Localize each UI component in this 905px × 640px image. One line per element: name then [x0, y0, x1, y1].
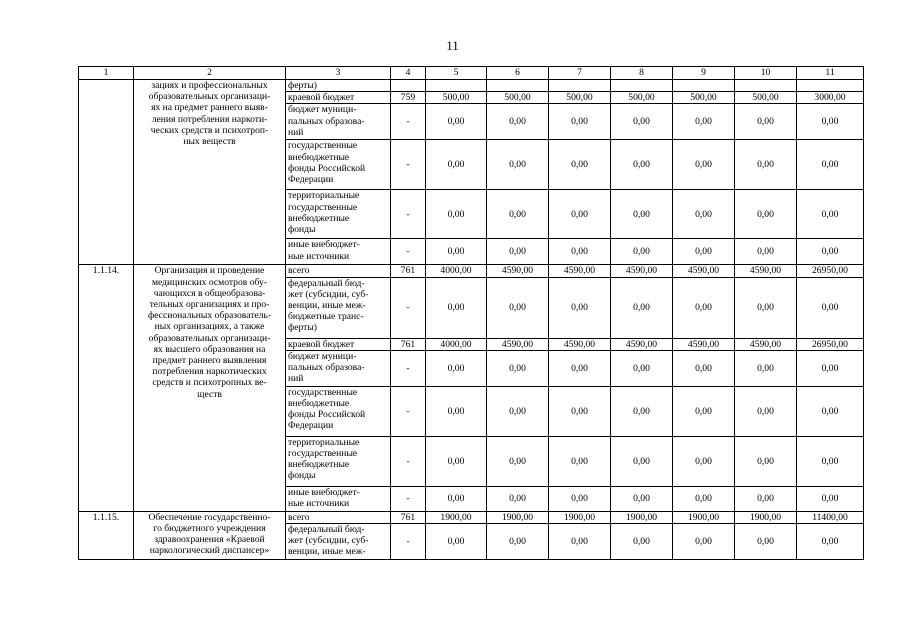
- amount-cell: 0,00: [611, 486, 673, 511]
- amount-cell: 0,00: [549, 386, 611, 436]
- amount-cell: [735, 80, 797, 92]
- funding-source: [286, 277, 391, 338]
- funding-source-line: фонды: [288, 224, 316, 236]
- table-body: [79, 80, 864, 560]
- item-name-line: чающихся в общеобразова-: [153, 287, 266, 299]
- amount-cell: 0,00: [797, 239, 864, 265]
- funding-source-line: всего: [288, 511, 310, 523]
- funding-source-line: внебюджетные: [288, 151, 350, 163]
- funding-source: [286, 104, 391, 140]
- funding-source-line: Федерации: [288, 174, 334, 186]
- amount-cell: 4590,00: [735, 265, 797, 277]
- item-code: [79, 80, 134, 265]
- budget-table: [78, 66, 864, 560]
- amount-cell: 0,00: [611, 140, 673, 190]
- amount-cell: 11400,00: [797, 511, 864, 523]
- amount-cell: 0,00: [549, 140, 611, 190]
- amount-cell: 0,00: [426, 524, 487, 560]
- funding-source-line: ферты): [288, 80, 317, 91]
- funding-source-line: государственные: [288, 201, 358, 213]
- amount-cell: 0,00: [797, 486, 864, 511]
- amount-cell: 0,00: [673, 239, 735, 265]
- amount-cell: 0,00: [487, 350, 549, 386]
- item-name-line: образовательных организаци-: [148, 332, 271, 344]
- amount-cell: 0,00: [797, 277, 864, 338]
- funding-source-line: бюджет муници-: [288, 104, 357, 116]
- ministry-code-cell: -: [391, 350, 426, 386]
- amount-cell: [487, 80, 549, 92]
- amount-cell: 500,00: [611, 92, 673, 104]
- funding-source-line: пальных образова-: [288, 362, 365, 374]
- page-number: 11: [446, 38, 459, 53]
- amount-cell: [673, 80, 735, 92]
- item-name-line: здравоохранения «Краевой: [154, 534, 265, 546]
- amount-cell: 0,00: [611, 350, 673, 386]
- amount-cell: 0,00: [487, 436, 549, 486]
- amount-cell: 0,00: [673, 140, 735, 190]
- ministry-code-cell: 761: [391, 265, 426, 277]
- amount-cell: 500,00: [487, 92, 549, 104]
- header-col-8: 8: [611, 67, 673, 80]
- funding-source: [286, 190, 391, 239]
- amount-cell: 0,00: [735, 386, 797, 436]
- amount-cell: 4590,00: [611, 265, 673, 277]
- ministry-code-cell: 761: [391, 338, 426, 350]
- funding-source-line: краевой бюджет: [288, 92, 355, 104]
- item-name-line: зациях и профессиональных: [151, 80, 268, 91]
- amount-cell: 0,00: [735, 104, 797, 140]
- amount-cell: 4590,00: [487, 265, 549, 277]
- amount-cell: 0,00: [797, 140, 864, 190]
- amount-cell: 4000,00: [426, 265, 487, 277]
- amount-cell: 0,00: [549, 486, 611, 511]
- amount-cell: 3000,00: [797, 92, 864, 104]
- ministry-code-cell: -: [391, 140, 426, 190]
- funding-source: [286, 239, 391, 265]
- amount-cell: 0,00: [487, 277, 549, 338]
- item-name-line: ях высшего образования на: [153, 343, 266, 355]
- amount-cell: 0,00: [426, 239, 487, 265]
- amount-cell: 0,00: [735, 190, 797, 239]
- amount-cell: 0,00: [611, 524, 673, 560]
- funding-source-line: всего: [288, 265, 310, 277]
- amount-cell: 0,00: [487, 524, 549, 560]
- funding-source-line: иные внебюджет-: [288, 239, 360, 251]
- funding-source-line: бюджет муници-: [288, 350, 357, 362]
- item-code: 1.1.14.: [79, 265, 134, 511]
- amount-cell: 500,00: [426, 92, 487, 104]
- funding-source: [286, 92, 391, 104]
- ministry-code-cell: -: [391, 386, 426, 436]
- item-code: 1.1.15.: [79, 511, 134, 559]
- amount-cell: 0,00: [487, 239, 549, 265]
- amount-cell: 4590,00: [549, 265, 611, 277]
- header-col-4: 4: [391, 67, 426, 80]
- amount-cell: 500,00: [673, 92, 735, 104]
- item-name-line: ных веществ: [183, 136, 236, 148]
- item-name-line: ческих средств и психотроп-: [150, 124, 269, 136]
- amount-cell: 1900,00: [487, 511, 549, 523]
- funding-source-line: внебюджетные: [288, 398, 350, 410]
- funding-source-line: государственные: [288, 386, 358, 398]
- amount-cell: 0,00: [487, 140, 549, 190]
- funding-source: [286, 350, 391, 386]
- item-name-line: ях на предмет раннего выяв-: [151, 102, 268, 114]
- amount-cell: [549, 80, 611, 92]
- amount-cell: 0,00: [611, 277, 673, 338]
- header-row: [79, 67, 864, 80]
- amount-cell: 0,00: [426, 350, 487, 386]
- amount-cell: [797, 80, 864, 92]
- amount-cell: 0,00: [611, 436, 673, 486]
- amount-cell: 0,00: [797, 524, 864, 560]
- amount-cell: 4590,00: [549, 338, 611, 350]
- amount-cell: 0,00: [673, 190, 735, 239]
- amount-cell: 0,00: [673, 277, 735, 338]
- header-col-11: 11: [797, 67, 864, 80]
- amount-cell: 0,00: [426, 486, 487, 511]
- amount-cell: 26950,00: [797, 265, 864, 277]
- amount-cell: 0,00: [735, 486, 797, 511]
- amount-cell: 0,00: [673, 524, 735, 560]
- item-name-line: медицинских осмотров обу-: [151, 276, 268, 288]
- funding-source-line: Федерации: [288, 420, 334, 432]
- amount-cell: 0,00: [735, 140, 797, 190]
- item-name-line: фессиональных образователь-: [147, 310, 272, 322]
- amount-cell: 1900,00: [735, 511, 797, 523]
- amount-cell: 4590,00: [735, 338, 797, 350]
- funding-source-line: пальных образова-: [288, 115, 365, 127]
- funding-source: [286, 511, 391, 523]
- table-row: [79, 265, 864, 277]
- item-name-line: наркологический диспансер»: [149, 545, 270, 557]
- amount-cell: 4590,00: [487, 338, 549, 350]
- item-name-line: средств и психотропных ве-: [152, 377, 267, 389]
- header-col-5: 5: [426, 67, 487, 80]
- amount-cell: 0,00: [735, 436, 797, 486]
- funding-source: [286, 524, 391, 560]
- amount-cell: 0,00: [673, 486, 735, 511]
- amount-cell: 0,00: [426, 190, 487, 239]
- item-name-line: ществ: [197, 388, 222, 400]
- amount-cell: 500,00: [549, 92, 611, 104]
- amount-cell: 0,00: [549, 436, 611, 486]
- amount-cell: 4000,00: [426, 338, 487, 350]
- header-col-9: 9: [673, 67, 735, 80]
- ministry-code-cell: [391, 80, 426, 92]
- funding-source-line: жет (субсидии, суб-: [288, 288, 369, 300]
- funding-source: [286, 140, 391, 190]
- ministry-code-cell: 761: [391, 511, 426, 523]
- item-name-line: ления потребления наркоти-: [151, 113, 268, 125]
- amount-cell: 0,00: [426, 386, 487, 436]
- item-name-line: потребления наркотических: [152, 366, 267, 378]
- header-col-2: 2: [134, 67, 286, 80]
- funding-source-line: венции, иные меж-: [288, 546, 366, 558]
- funding-source: [286, 80, 391, 92]
- funding-source: [286, 265, 391, 277]
- amount-cell: 0,00: [673, 436, 735, 486]
- funding-source: [286, 338, 391, 350]
- table-row: [79, 511, 864, 523]
- amount-cell: 0,00: [735, 350, 797, 386]
- amount-cell: 4590,00: [673, 265, 735, 277]
- ministry-code-cell: -: [391, 486, 426, 511]
- ministry-code-cell: -: [391, 277, 426, 338]
- amount-cell: 1900,00: [549, 511, 611, 523]
- funding-source-line: фонды Российской: [288, 162, 366, 174]
- amount-cell: 1900,00: [426, 511, 487, 523]
- funding-source-line: ные источники: [288, 498, 350, 510]
- amount-cell: 0,00: [487, 190, 549, 239]
- funding-source-line: краевой бюджет: [288, 338, 355, 350]
- amount-cell: 0,00: [797, 386, 864, 436]
- item-name-line: предмет раннего выявления: [152, 355, 267, 367]
- funding-source-line: федеральный бюд-: [288, 524, 365, 536]
- ministry-code-cell: -: [391, 436, 426, 486]
- header-col-7: 7: [549, 67, 611, 80]
- amount-cell: 0,00: [549, 350, 611, 386]
- header-col-1: 1: [79, 67, 134, 80]
- amount-cell: 0,00: [487, 486, 549, 511]
- header-col-10: 10: [735, 67, 797, 80]
- amount-cell: 0,00: [426, 104, 487, 140]
- funding-source-line: ные источники: [288, 250, 350, 262]
- amount-cell: 0,00: [735, 277, 797, 338]
- amount-cell: 0,00: [549, 524, 611, 560]
- item-name-line: Обеспечение государственно-: [148, 511, 271, 523]
- amount-cell: 0,00: [549, 239, 611, 265]
- amount-cell: 0,00: [426, 277, 487, 338]
- amount-cell: 0,00: [611, 239, 673, 265]
- funding-source-line: ферты): [288, 322, 317, 334]
- header-col-3: 3: [286, 67, 391, 80]
- amount-cell: 0,00: [673, 386, 735, 436]
- amount-cell: 0,00: [549, 104, 611, 140]
- amount-cell: 1900,00: [611, 511, 673, 523]
- funding-source-line: бюджетные транс-: [288, 311, 364, 323]
- amount-cell: 0,00: [487, 386, 549, 436]
- amount-cell: 1900,00: [673, 511, 735, 523]
- item-name: [134, 80, 286, 265]
- amount-cell: 4590,00: [611, 338, 673, 350]
- amount-cell: 0,00: [549, 190, 611, 239]
- funding-source-line: государственные: [288, 448, 358, 460]
- header-col-6: 6: [487, 67, 549, 80]
- amount-cell: [426, 80, 487, 92]
- funding-source-line: венции, иные меж-: [288, 300, 366, 312]
- amount-cell: 0,00: [487, 104, 549, 140]
- amount-cell: 0,00: [673, 350, 735, 386]
- funding-source-line: фонды Российской: [288, 409, 366, 421]
- ministry-code-cell: -: [391, 104, 426, 140]
- amount-cell: 0,00: [426, 436, 487, 486]
- ministry-code-cell: 759: [391, 92, 426, 104]
- funding-source-line: внебюджетные: [288, 459, 350, 471]
- funding-source-line: территориальные: [288, 436, 360, 448]
- funding-source-line: жет (субсидии, суб-: [288, 535, 369, 547]
- funding-source: [286, 386, 391, 436]
- amount-cell: 0,00: [611, 190, 673, 239]
- table-row: [79, 80, 864, 92]
- amount-cell: 0,00: [797, 436, 864, 486]
- amount-cell: 0,00: [797, 350, 864, 386]
- amount-cell: [611, 80, 673, 92]
- item-name: [134, 265, 286, 511]
- item-name-line: го бюджетного учреждения: [153, 523, 266, 535]
- ministry-code-cell: -: [391, 190, 426, 239]
- amount-cell: 0,00: [735, 239, 797, 265]
- amount-cell: 0,00: [611, 386, 673, 436]
- amount-cell: 4590,00: [673, 338, 735, 350]
- amount-cell: 26950,00: [797, 338, 864, 350]
- funding-source-line: иные внебюджет-: [288, 486, 360, 498]
- amount-cell: 500,00: [735, 92, 797, 104]
- funding-source: [286, 486, 391, 511]
- amount-cell: 0,00: [797, 104, 864, 140]
- amount-cell: 0,00: [611, 104, 673, 140]
- funding-source-line: федеральный бюд-: [288, 277, 365, 289]
- funding-source-line: ний: [288, 126, 304, 138]
- item-name-line: ных организациях, а также: [154, 321, 265, 333]
- funding-source-line: территориальные: [288, 190, 360, 202]
- funding-source: [286, 436, 391, 486]
- ministry-code-cell: -: [391, 239, 426, 265]
- funding-source-line: государственные: [288, 140, 358, 152]
- amount-cell: 0,00: [673, 104, 735, 140]
- amount-cell: 0,00: [797, 190, 864, 239]
- item-name-line: тельных организациях и про-: [149, 299, 270, 311]
- funding-source-line: ний: [288, 373, 304, 385]
- amount-cell: 0,00: [426, 140, 487, 190]
- amount-cell: 0,00: [549, 277, 611, 338]
- funding-source-line: внебюджетные: [288, 212, 350, 224]
- ministry-code-cell: -: [391, 524, 426, 560]
- amount-cell: 0,00: [735, 524, 797, 560]
- item-name: [134, 511, 286, 559]
- item-name-line: образовательных организаци-: [148, 91, 271, 103]
- funding-source-line: фонды: [288, 470, 316, 482]
- item-name-line: Организация и проведение: [154, 265, 265, 277]
